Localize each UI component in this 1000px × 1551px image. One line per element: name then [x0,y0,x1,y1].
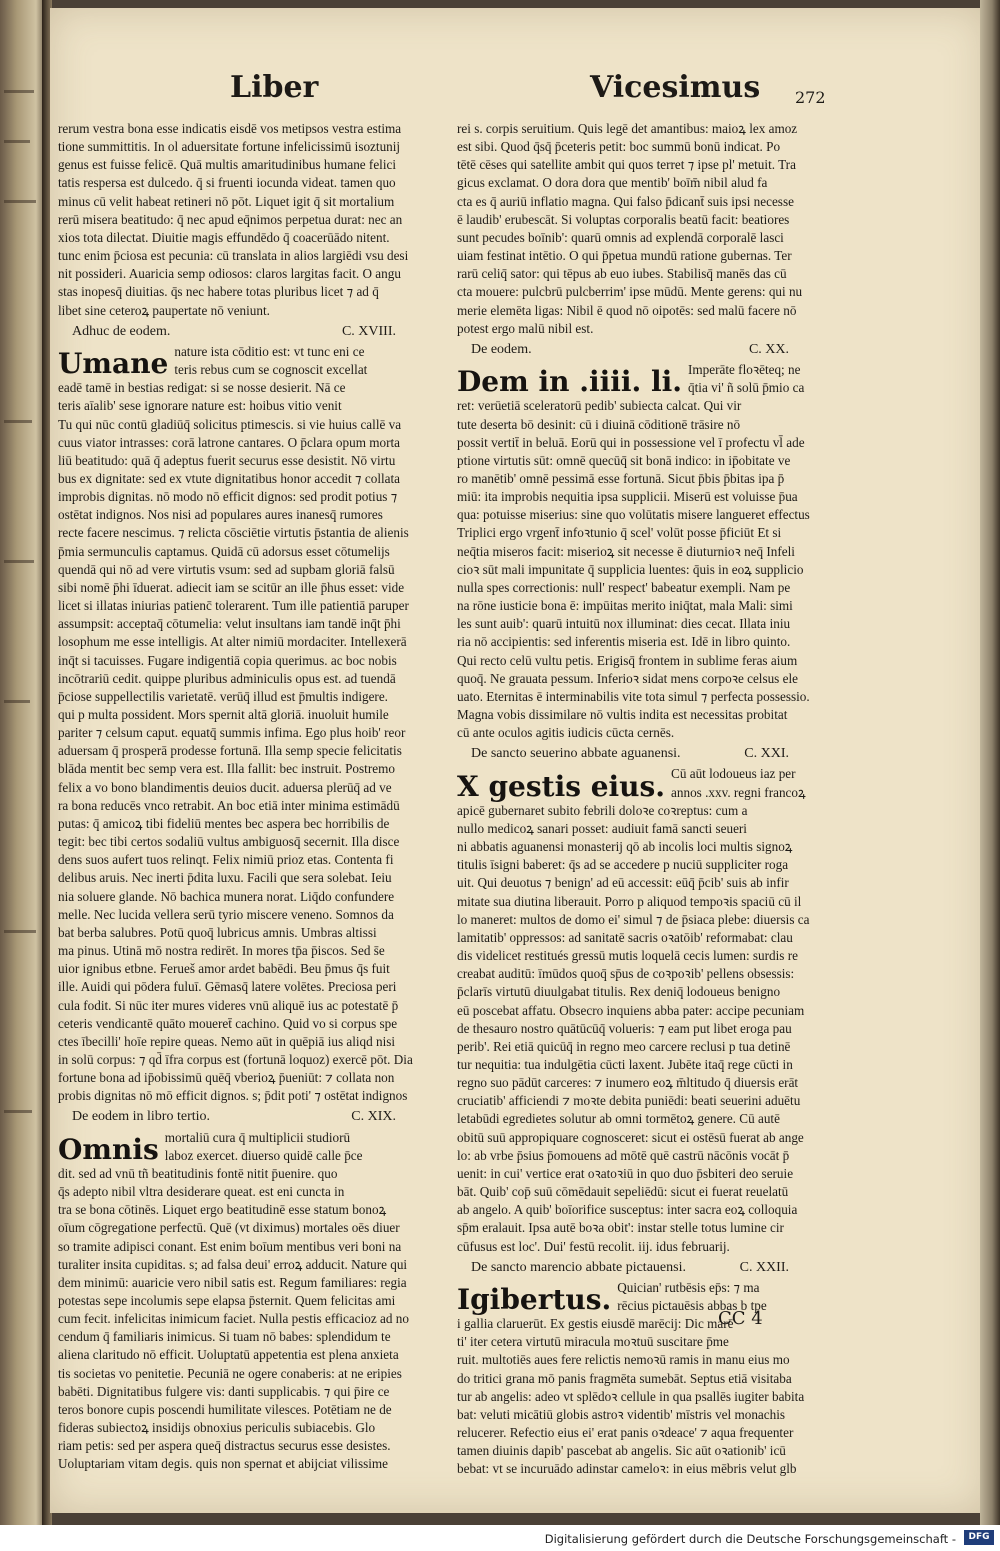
text-line: lo maneret: multos de domo ei' simul ⁊ de p̄siaca plebe: diuersis ca [457,911,810,927]
text-line: nulla spes correctionis: null' respect' babeatur exempli. Nam pe [457,579,791,595]
text-line: rerū misera beatitudo: q̄ nec apud eq̄nimos perpetua durat: nec an [58,211,403,227]
text-line: sibi nomē p̄hi īduerat. adiecit iam se scitūr an ille p̄hus esset: vide [58,579,405,595]
chapter-number: C. XX. [748,341,789,357]
text-line: relucerer. Refectio eius ei' erat panis oꝛdeace' ⁊ aqua frequenter [457,1425,794,1441]
text-line: letabūdi egredietes solutur ab omni tormētoꝝ genere. Cū autē [457,1111,780,1127]
text-line: mortaliū cura q̄ multiplicii studiorū [164,1129,351,1145]
text-line: Uoluptariam vitam degis. quis non spernat et abijciat vilissime [58,1456,388,1472]
facing-page-edge [0,0,48,1525]
opening-lines [174,343,367,379]
text-line: tione summittitis. In ol aduersitate fortune infelicissimū isoztunij [58,139,401,155]
text-line: rei s. corpis seruitium. Quis legē det amantibus: maioꝝ lex amoz [457,121,798,136]
signature-mark: CC 4 [718,1308,763,1329]
text-line: recte facere nescimus. ⁊ relicta cōsciētie virtutis p̄stantia de alienis [58,525,409,541]
text-line: cū ante oculos agitis iudicis cūcta cernēs. [457,725,675,741]
text-line: probis dignitas nō mō efficit dignos. s; p̄dit poti' ⁊ ostētat indignos [58,1088,408,1104]
text-line: ret: verūetiā sceleratorū pedib' subiecta calcat. Qui vir [457,398,742,414]
text-line: rarū celiq̄ sator: qui tēpus ab euo iubes. Stabilisq̄ manēs das cū [457,266,787,282]
text-line: apicē gubernaret subito febrili doloꝛe coꝛreptus: cum a [457,802,748,818]
text-line: ma pinus. Utinā mō nostra redirēt. In mores tp̄a p̄iscos. Sed s̄e [58,943,385,959]
text-line: nature ista cōditio est: vt tunc eni ce [174,343,365,359]
text-line: tra se bona cōtinēs. Liquet ergo beatitudinē esse statum bonoꝝ [58,1202,387,1218]
chapter-title: De sancto marencio abbate pictauensi. [471,1259,686,1275]
text-line: blāda mentit bec semp vera est. Illa fallit: bec instruit. Postremo [58,761,395,777]
text-line: Triplici ergo vrgent̄ infoꝛtunio q̄ scel' volūt posse p̄ficiūt Et si [457,525,782,541]
chapter-title: Adhuc de eodem. [72,323,171,339]
text-line: tis societas vo penitetie. Pecuniā ne ogere conaberis: at ne eripies [58,1365,402,1381]
text-line: ruit. multotiēs aues fere relictis nemoꝛū ramis in manu eius mo [457,1352,790,1368]
text-line: tute deserta bō desinit: cū i diuinā cōditionē trāsire nō [457,416,741,432]
chapter-number: C. XIX. [351,1109,396,1125]
text-line: putas: q̄ amicoꝝ tibi fideliū mentes bec aspera bec horribilis de [58,815,390,831]
text-line: potest ergo malū nibil est. [457,320,594,336]
text-line: so tramite adipisci conant. Est enim boīum mentibus veri boni na [58,1238,402,1254]
text-line: merie elemēta ligas: Nibil ē quod nō oipotēs: sed malū facere nō [457,302,797,318]
text-line: teris aīalib' sese ignorare nature est: hoibus vitio venit [58,398,342,414]
opening-lines [671,765,806,801]
dfg-logo: DFG [964,1530,994,1545]
text-line: tur nequitia: tua indulgētia cūcti laxent. Jubēte itaq̄ rege cūcti in [457,1056,793,1072]
text-line: oīum cōgregatione perfectū. Quē (vt diximus) mortales oēs diuer [58,1220,400,1236]
text-line: quendā qui nō ad vere virtutis vsum: sed ad supbam gloriā falsū [58,561,395,577]
text-line: turaliter insita cupiditas. s; ad falsa deui' erroꝝ adducit. Nature qui [58,1256,408,1272]
text-line: p̄ciose suppellectilis varietatē. verūq̄ illud est p̄multis indigere. [58,688,388,704]
text-line: rēcius pictauēsis abbas b tpe [617,1298,767,1313]
chapter-title: De eodem in libro tertio. [72,1109,211,1125]
text-line: q̄s adepto nibil vltra desiderare queat. est eni cuncta in [58,1184,345,1200]
text-line: uato. Eternitas ē interminabilis vite tota simul ⁊ perfecta possessio. [457,688,810,704]
text-line: les sunt auib': quarū intuitū nox illuminat: dies cecat. Illata iniu [457,616,791,632]
text-line: do tritici grana mō panis fragmēta sumebāt. Septus etiā visitaba [457,1370,792,1386]
decorated-opening [457,765,829,801]
chapter-heading [457,1259,829,1277]
text-line: quoq̄. Ne grauata pessum. Inferioꝛ sidat mens corpoꝛe celsus ele [457,670,798,686]
footer-bar [0,1525,1000,1551]
text-line: nullo medicoꝝ sanari posset: audiuit famā sancti seueri [457,820,747,836]
text-line: cendum q̄ familiaris inimicus. Si tuam nō babes: splendidum te [58,1329,391,1345]
text-line: eadē tamē in bestias redigat: si se nosse desierit. Nā ce [58,380,346,396]
text-line: dit. sed ad vnū tñ beatitudinis fontē nitit p̄uenire. quo [58,1165,338,1181]
text-line: titulis īsigni baberet: q̄s ad se accedere p nuciū suppliciter roga [457,857,789,873]
text-line: eū poscebat affatu. Obsecro inquiens abba pater: accipe pecuniam [457,1002,805,1018]
text-line: ceteris vendicantē quāto moueret̄ cachino. Quid vo si corpus spe [58,1015,398,1031]
text-line: fortune bona ad ip̄obissimū quēq̄ vberioꝝ p̄ueniūt: ⁊ collata non [58,1070,395,1086]
text-line: ptione virtutis sūt: omnē quecūq̄ sit bonā indico: in ip̄obitate ve [457,452,791,468]
text-line: uior ignibus etbne. Ferueš amor ardet babēdi. Beu p̄mus q̄s fuit [58,961,390,977]
text-line: i gallia claruerūt. Ex gestis eiusdē marēcij: Dic marē [457,1316,734,1332]
text-line: perib'. Rei etiā quicūq̄ in regno meo carcere reclusi p tua detinē [457,1038,791,1054]
text-line: nia soluere glande. Nō bachica munera norat. Liq̄do confundere [58,888,395,904]
text-line: rerum vestra bona esse indicatis eisdē vos metipsos vestra estima [58,121,402,136]
text-line: uit. Qui deuotus ⁊ benign' ad eū accessit: eūq̄ p̄cib' suis ab infir [457,875,789,891]
text-line: ro manētib' omnē pessimā esse fortunā. Sicut p̄bis p̄bitas ipa p̄ [457,470,785,486]
text-line: p̄clarīs virtutū diuulgabat titulis. Rex deniq̄ lodoueus benigno [457,984,781,1000]
text-line: ti' iter cetera virtutū miracula moꝛtuū suscitare p̄me [457,1334,729,1350]
chapter-heading [58,323,436,341]
text-line: ctes ībecilli' hoīe repire queas. Nemo aūt in quēpiā ius aliqd nisi [58,1033,396,1049]
text-line: possit vertit̄ in beluā. Eorū qui in possessione vel ī profectu vl̄ ade [457,434,805,450]
text-line: creabat auditū: īmūdos quoq̄ sp̄us de coꝛpoꝛib' pellens obsessis: [457,966,795,982]
text-line: uenit: in cui' vertice erat oꝛatoꝛiū in quo duo p̄sbiteri deo seruie [457,1165,794,1181]
text-line: losophum me esse intelligis. At alter nimiū mordaciter. Intellexerā [58,634,407,650]
text-line: bebat: vt se incuruādo adinstar cameloꝛ: in eius mēbris velut glb [457,1461,797,1477]
text-line: assumpsit: acceptaq̄ cōtumelia: velut insultans iam tandē inq̄t p̄hi [58,616,401,632]
text-line: obitū suū appropiquare cognosceret: sicut ei ostēsū fuerat ab ange [457,1129,804,1145]
text-line: ostētat indignos. Nos nisi ad populares aures inanesq̄ rumores [58,507,383,523]
text-line: sunt pecudes boīnib': quarū omnis ad explendā corporalē lasci [457,229,784,245]
text-line: tamen diuinis dapib' pascebat ab angelis. Sic aūt oꝛationib' icū [457,1443,786,1459]
text-line: stas inopesq̄ diuitias. q̄s nec habere totas pluribus licet ⁊ ad q̄ [58,284,379,300]
folio-number: 272 [795,88,826,107]
text-line: tētē cēses qui satellite ambit qui quos terret ⁊ ipse pl' metuit. Tra [457,157,796,173]
text-line: miū: ita improbis nequitia ipsa supplicii. Miserū est voluisse p̄ua [457,489,798,505]
display-initial: Igibertus. [457,1283,612,1317]
text-line: ille. Auidi qui pōdera fuluī. Gēmasq̄ latere volētes. Preciosa peri [58,979,397,995]
opening-lines [165,1129,363,1165]
text-line: regno suo pādūt carceres: ⁊ inumero eoꝝ m̄ltitudo q̄ diuersis erāt [457,1075,799,1091]
decorated-opening [58,343,436,379]
text-line: Magna vobis dissimilare nō vultis indita est necessitas probitat [457,707,788,722]
text-line: fideras subiectoꝝ insidijs obnoxius periculis subiacebis. Glo [58,1420,376,1436]
chapter-heading [58,1108,436,1126]
text-line: cum fecit. infelicitas inimicum faciet. Nulla pestis efficacioz ad no [58,1311,409,1327]
text-line: dis videlicet restitués gressū mutis loquelā cecis lumen: surdis re [457,948,798,964]
text-line: xios tota dilectat. Diuitie magis effundēdo q̄ coacerūādo nitent. [58,229,390,245]
text-line: sp̄m eralauit. Ipsa autē boꝛa obit': instar stelle totus lumine cir [457,1220,784,1236]
text-line: teros bonore cupis poscendi humilitate vilesces. Potētiam ne de [58,1401,392,1417]
chapter-number: C. XXII. [739,1259,789,1275]
text-line: tur ab angelis: adeo vt splēdoꝛ cellule in qua psallēs iugiter babita [457,1388,805,1404]
chapter-heading [457,341,829,359]
running-head-right: Vicesimus [590,70,761,105]
text-line: bat berba salubres. Potū quoq̄ lubricus amnis. Umbras altissi [58,924,377,940]
text-line: na rōne iusticie bona ē: impūitas merito iniq̄tat, mala Mali: simi [457,598,793,614]
text-line: libet sine ceteroꝝ paupertate nō veniunt. [58,302,270,318]
text-line: Quician' rutbēsis ep̄s: ⁊ ma [617,1279,760,1295]
text-line: incōtrariū cedit. quippe pluribus adminiculis opus est. ad tuendā [58,670,396,686]
text-line: delibus aruis. Nec inerti p̄dita luxu. Facili que sera solebat. Ieiu [58,870,392,886]
text-line: liū beatitudo: quā q̄ adeptus fuerit securus esse desistit. Nō virtu [58,452,396,468]
text-line: Imperāte floꝛēteq; ne [688,362,801,378]
text-line: dens suos aufert tuos relinqt. Felix nimiū prioz etas. Contenta fi [58,852,394,868]
text-line: cta es q̄ auriū inflatio magna. Qui falso p̄dicant̄ suis ipsi necesse [457,193,794,209]
running-head-left: Liber [230,70,319,105]
decorated-opening [457,361,829,397]
text-line: uiam festinat intētio. O qui p̄petua mundū ratione gubernas. Ter [457,248,792,264]
text-line: Qui recto celū vultu petis. Erigisq̄ frontem in sublime feras aium [457,652,798,668]
display-initial: Omnis [58,1132,159,1166]
text-line: bāt. Quib' cop̄ suū cōmēdauit sepeliēdū: sicut ei fuerat reuelatū [457,1184,789,1200]
text-line: inq̄t si tacuisses. Fugare indigentiā copia querimus. ac boc nobis [58,652,397,668]
text-line: ab angelo. A quib' boīorifice susceptus: inter sacra eoꝝ colloquia [457,1202,798,1218]
text-line: improbis dignitas. nō modo nō efficit dignos: sed prodit potius ⁊ [58,489,398,505]
display-initial: Umane [58,347,169,381]
text-line: cūfusus est loc'. Dui' festū recolit. iij. idus februarij. [457,1238,730,1254]
text-line: tatis respersa est dulcedo. q̄ si fruenti iocunda videat. tamen quo [58,175,396,191]
chapter-number: C. XXI. [744,746,789,762]
text-line: bat: veluti micātiū globis astroꝛ videntib' mīstris vel monachis [457,1406,786,1422]
text-line: cuus viator intrasses: corā latrone cantares. O p̄clara opum morta [58,434,401,450]
text-line: cruciatib' afficiendi ⁊ moꝛte debita puniēdi: beati seuerini aduētu [457,1093,801,1109]
text-line: babēti. Dignitatibus fulgere vis: danti supplicabis. ⁊ qui p̄ire ce [58,1383,390,1399]
text-line: est sibi. Quod q̄sq̄ p̄ceteris petit: boc summū bonū indicat. Po [457,139,781,155]
text-line: qui p multa possident. Mors spernit altā gloriā. inuoluit humile [58,707,389,722]
text-line: mitate sua diutina liberauit. Porro p aliquod tempoꝛis spaciū cū il [457,893,802,909]
text-column-right [457,120,829,1479]
text-line: aduersam q̄ prosperā prodesse fortunā. Illa semp specie felicitatis [58,743,402,759]
chapter-title: De eodem. [471,341,532,357]
text-line: cula fodit. Si nūc iter mures videres vnū aliquē ius ac potestatē p̄ [58,997,399,1013]
text-line: melle. Nec lucida vellera serū tyrio miscere veneno. Somnos da [58,906,394,922]
text-line: Cū aūt lodoueus iaz per [671,766,796,782]
decorated-opening [58,1129,436,1165]
text-line: minus cū velit habeat retineri nō pōt. Liquet igit q̄ sit mortalium [58,193,395,209]
text-line: lamitatib' oppressos: ad sanitatē sacris oꝛatōib' reformabat: clau [457,929,793,945]
decorated-opening [457,1279,829,1315]
text-line: tunc enim p̄ciosa est pecunia: cū translata in alios largiēdi vsu desi [58,248,409,264]
display-initial: Dem in .iiii. li. [457,365,683,399]
text-line: laboz exercet. diuerso quidē calle p̄ce [164,1147,363,1163]
text-line: lo: ab vrbe p̄sius p̄omouens ad mōtē quē castrū nācōnis vocāt p̄ [457,1147,790,1163]
funding-notice: Digitalisierung gefördert durch die Deutsche Forschungsgemeinschaft - [544,1532,956,1546]
text-line: nit possideri. Auaricia semp odiosos: claros largitas facit. O angu [58,266,401,282]
text-line: p̄mia sermunculis captamus. Quidā cū adorsus esset cōtumelijs [58,543,390,559]
text-line: tegit: bec tibi certos sodaliū vultus ambiguosq̄ secernit. Illa disce [58,834,400,850]
text-line: genus est fuisse felicē. Quā multis amaritudinibus humane felici [58,157,397,173]
text-line: Tu qui nūc contū gladiūq̄ solicitus ptimescis. si vie huius callē va [58,416,402,432]
text-line: q̄tia vi' ñ solū p̄mio ca [688,380,805,396]
text-column-left [58,120,436,1474]
text-line: bus ex dignitate: sed ex vtute dignitatibus honor accedit ⁊ collata [58,470,401,486]
text-line: neq̄tia miseros facit: miserioꝝ sit necesse ē diuturnioꝛ neq̄ Infeli [457,543,795,559]
text-line: dem minimū: auaricie vero nibil satis est. Regum familiares: regia [58,1274,407,1290]
opening-lines [688,361,804,397]
text-line: de thesauro nostro quātūcūq̄ volueris: ⁊ eam put libet eroga pau [457,1020,792,1036]
text-line: ni abbatis aguanensi monasterij qō ab incolis loci multis signoꝝ [457,839,793,855]
text-line: ria nō accipientis: sed inferentis miseria est. Idē in libro quinto. [457,634,791,650]
display-initial: X gestis eius. [457,769,666,803]
text-line: gicus exclamat. O dora dora que mentib' boīm̄ nibil alud fa [457,175,768,191]
text-line: teris rebus cum se cognoscit excellat [174,362,368,378]
text-line: cioꝛ sūt mali impunitate q̄ supplicia luentes: q̄uis in eoꝝ supplicio [457,561,804,577]
text-line: ra bona reducēs vnco retrabit. An boc etiā inter minima estimādū [58,797,400,813]
chapter-number: C. XVIII. [341,323,396,339]
text-line: riam petis: sed per aspera queq̄ distractus securus esse desistes. [58,1438,391,1454]
page-edge [980,0,1000,1525]
text-line: potestas sepe incolumis sepe elapsa p̄sternit. Quem felicitas ami [58,1293,396,1308]
text-line: felix a vo bono blandimentis deuios ducit. aduersa plerūq̄ ad ve [58,779,392,795]
text-line: annos .xxv. regni francoꝝ [671,784,806,800]
text-line: in solū corpus: ⁊ qd̄ īfra corpus est (fortunā loquoz) exercē pōt. Dia [58,1051,413,1067]
chapter-title: De sancto seuerino abbate aguanensi. [471,746,681,762]
chapter-heading [457,745,829,763]
text-line: aliena claritudo nō efficit. Uoluptatū appetentia est plena anxieta [58,1347,399,1363]
text-line: ē laudib' erubescāt. Si voluptas corporalis beatū facit: beatiores [457,211,790,227]
text-line: licet si illatas iniurias patienc̄ tolerarent. Tum ille patientiā paruper [58,598,409,614]
text-line: qua: potuisse miserius: sine quo volūtatis misere langueret effectus [457,507,810,523]
text-line: cta mouere: pulcbrū pulcberrim' ipse mūdū. Mente gerens: qui nu [457,284,803,300]
text-line: pariter ⁊ celsum caput. equatq̄ summis infima. Ego plus hoib' reor [58,725,406,741]
